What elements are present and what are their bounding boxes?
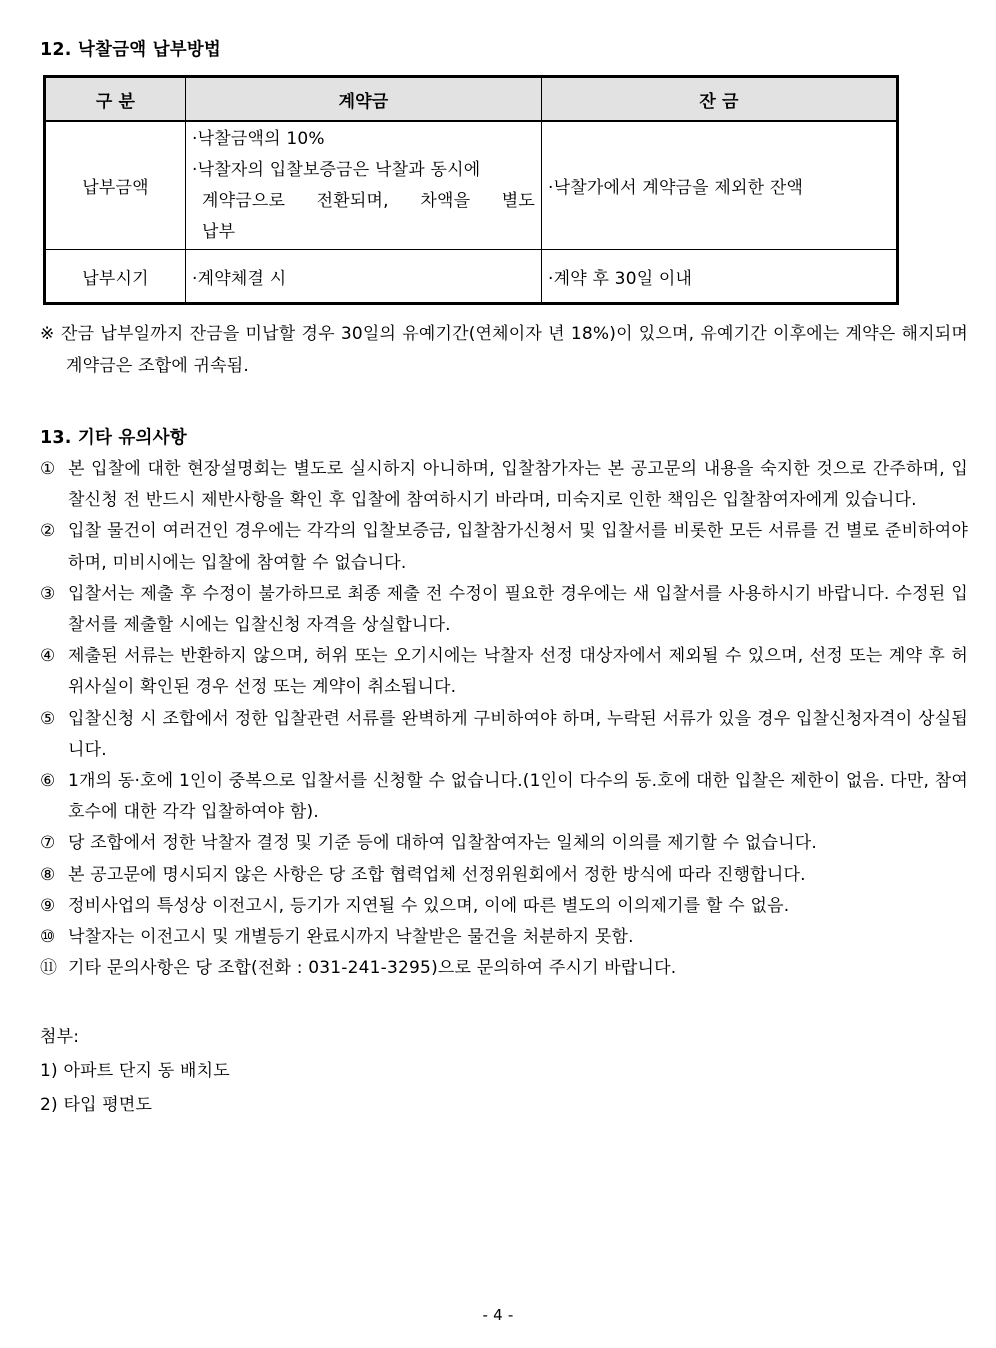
item-number: ② xyxy=(40,521,56,542)
item-number: ⑧ xyxy=(40,864,56,885)
item-text: 입찰신청 시 조합에서 정한 입찰관련 서류를 완벽하게 구비하여야 하며, 누락된 서류가 있을 경우 입찰신청자격이 상실됩니다. xyxy=(68,708,968,760)
attachment-item: 1) 아파트 단지 동 배치도 xyxy=(40,1061,230,1081)
table-header-row xyxy=(45,77,898,122)
list-item xyxy=(40,579,968,641)
attachment-item: 2) 타입 평면도 xyxy=(40,1095,153,1115)
balance-note xyxy=(40,318,968,382)
item-text: 낙찰자는 이전고시 및 개별등기 완료시까지 낙찰받은 물건을 처분하지 못함. xyxy=(68,927,634,948)
deposit-line: ·낙찰금액의 10% xyxy=(192,128,325,149)
note-text: ※ 잔금 납부일까지 잔금을 미납할 경우 30일의 유예기간(연체이자 년 18%)이 있으며, 유예기간 이후에는 계약은 해지되며 계약금은 조합에 귀속됨. xyxy=(40,324,968,376)
item-number: ⑤ xyxy=(40,708,56,729)
row-label-amount: 납부금액 xyxy=(45,121,186,250)
deposit-line: 납부 xyxy=(202,221,236,242)
list-item xyxy=(40,922,968,953)
item-text: 1개의 동·호에 1인이 중복으로 입찰서를 신청할 수 없습니다.(1인이 다수의 동.호에 대한 입찰은 제한이 없음. 다만, 참여호수에 대한 각각 입찰하여야 함). xyxy=(68,771,968,823)
list-item xyxy=(40,641,968,703)
header-balance: 잔 금 xyxy=(542,77,898,122)
table-row xyxy=(45,250,898,304)
item-number: ⑨ xyxy=(40,895,56,916)
list-item xyxy=(40,454,968,516)
deposit-timing-cell: ·계약체결 시 xyxy=(186,250,542,304)
deposit-amount-cell xyxy=(186,121,542,250)
item-text: 당 조합에서 정한 낙찰자 결정 및 기준 등에 대하여 입찰참여자는 일체의 이의를 제기할 수 없습니다. xyxy=(68,833,817,854)
list-item xyxy=(40,860,968,891)
list-item xyxy=(40,891,968,922)
deposit-line: ·낙찰자의 입찰보증금은 낙찰과 동시에 xyxy=(192,159,481,180)
list-item xyxy=(40,953,968,984)
item-number: ⑥ xyxy=(40,771,56,792)
payment-method-table xyxy=(43,75,899,305)
item-text: 정비사업의 특성상 이전고시, 등기가 지연될 수 있으며, 이에 따른 별도의 이의제기를 할 수 없음. xyxy=(68,895,790,916)
item-number: ① xyxy=(40,459,56,479)
attachments xyxy=(40,1020,230,1122)
attachments-label: 첨부: xyxy=(40,1027,80,1047)
table-row xyxy=(45,121,898,250)
header-deposit: 계약금 xyxy=(186,77,542,122)
item-text: 기타 문의사항은 당 조합(전화 : 031-241-3295)으로 문의하여 주시기 바랍니다. xyxy=(68,958,677,979)
item-number: ⑩ xyxy=(40,927,56,948)
list-item xyxy=(40,766,968,828)
item-text: 본 공고문에 명시되지 않은 사항은 당 조합 협력업체 선정위원회에서 정한 방식에 따라 진행합니다. xyxy=(68,864,806,885)
balance-timing-cell: ·계약 후 30일 이내 xyxy=(542,250,898,304)
section-13-title: 13. 기타 유의사항 xyxy=(40,428,187,448)
balance-amount-cell: ·낙찰가에서 계약금을 제외한 잔액 xyxy=(542,121,898,250)
list-item xyxy=(40,516,968,578)
item-number: ④ xyxy=(40,646,56,667)
item-number: ⑪ xyxy=(40,958,58,979)
item-text: 입찰 물건이 여러건인 경우에는 각각의 입찰보증금, 입찰참가신청서 및 입찰서를 비롯한 모든 서류를 건 별로 준비하여야 하며, 미비시에는 입찰에 참여할 수 없습니다. xyxy=(68,521,968,573)
list-item xyxy=(40,704,968,766)
section-12-title: 12. 낙찰금액 납부방법 xyxy=(40,40,222,60)
header-category: 구 분 xyxy=(45,77,186,122)
list-item xyxy=(40,828,968,859)
item-number: ③ xyxy=(40,583,56,604)
item-text: 제출된 서류는 반환하지 않으며, 허위 또는 오기시에는 낙찰자 선정 대상자에서 제외될 수 있으며, 선정 또는 계약 후 허위사실이 확인된 경우 선정 또는 계약이 취소됩니다. xyxy=(68,646,968,698)
row-label-timing: 납부시기 xyxy=(45,250,186,304)
page-number: - 4 - xyxy=(482,1306,514,1324)
notice-list xyxy=(40,454,968,984)
item-number: ⑦ xyxy=(40,833,56,854)
deposit-line: 계약금으로 전환되며, 차액을 별도 xyxy=(202,190,535,211)
item-text: 입찰서는 제출 후 수정이 불가하므로 최종 제출 전 수정이 필요한 경우에는 새 입찰서를 사용하시기 바랍니다. 수정된 입찰서를 제출할 시에는 입찰신청 자격을 상실합니다. xyxy=(68,583,968,636)
item-text: 본 입찰에 대한 현장설명회는 별도로 실시하지 아니하며, 입찰참가자는 본 공고문의 내용을 숙지한 것으로 간주하며, 입찰신청 전 반드시 제반사항을 확인 후 입찰에 참여하시기 바라며, 미숙지로 인한 책임은 입찰참여자에게 있습니다. xyxy=(68,459,968,511)
